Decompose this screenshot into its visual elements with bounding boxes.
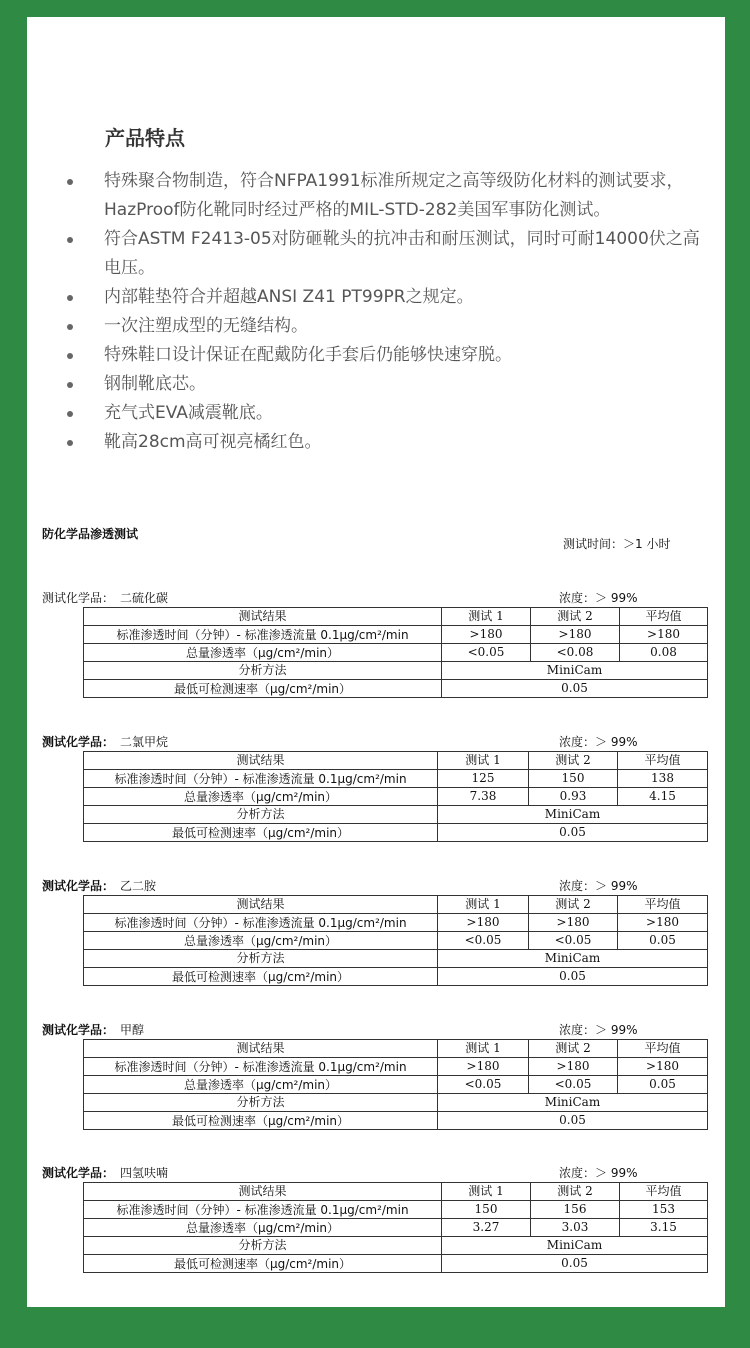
- table-row: [84, 896, 708, 914]
- table-row: [84, 1183, 708, 1201]
- method-value: MiniCam: [438, 1094, 708, 1112]
- chemical-label-prefix: 测试化学品：: [42, 735, 115, 749]
- avg-header: 平均值: [618, 752, 708, 770]
- table-row: [84, 608, 708, 626]
- test2-header: 测试 2: [529, 1040, 618, 1058]
- feature-text: 靴高28cm高可视亮橘红色。: [104, 432, 322, 452]
- test1-header: 测试 1: [442, 608, 531, 626]
- method-value: MiniCam: [438, 806, 708, 824]
- table-cell: >180: [618, 914, 708, 932]
- table-cell: 153: [620, 1201, 708, 1219]
- features-title: 产品特点: [105, 126, 185, 150]
- results-table: [83, 751, 708, 842]
- features-list: [67, 167, 707, 457]
- feature-item: [67, 428, 707, 457]
- table-row: [84, 1040, 708, 1058]
- test-time: 测试时间：＞1 小时: [563, 537, 671, 551]
- chemical-name: 二硫化碳: [120, 591, 169, 605]
- feature-text: 钢制靴底芯。: [104, 374, 206, 394]
- permeation-title: 防化学品渗透测试: [42, 527, 139, 541]
- test2-header: 测试 2: [529, 752, 618, 770]
- table-row: [84, 770, 708, 788]
- chemical-name: 甲醇: [120, 1023, 145, 1037]
- bullet-icon: [67, 411, 73, 417]
- table-cell: 0.05: [618, 932, 708, 950]
- table-cell: >180: [442, 626, 531, 644]
- bullet-icon: [67, 237, 73, 243]
- feature-item: [67, 312, 707, 341]
- bullet-icon: [67, 295, 73, 301]
- avg-header: 平均值: [618, 896, 708, 914]
- results-header: 测试结果: [84, 752, 438, 770]
- bullet-icon: [67, 440, 73, 446]
- table-cell: 3.15: [620, 1219, 708, 1237]
- bullet-icon: [67, 324, 73, 330]
- feature-text: 充气式EVA减震靴底。: [104, 403, 273, 423]
- test2-header: 测试 2: [531, 608, 620, 626]
- method-label: 分析方法: [84, 1094, 438, 1112]
- table-cell: 138: [618, 770, 708, 788]
- table-row: [84, 1076, 708, 1094]
- method-label: 分析方法: [84, 1237, 442, 1255]
- method-label: 分析方法: [84, 662, 442, 680]
- table-row: [84, 626, 708, 644]
- bullet-icon: [67, 353, 73, 359]
- chemical-block: [27, 589, 725, 719]
- feature-item: [67, 399, 707, 428]
- chemical-label: [42, 1164, 168, 1181]
- chemical-label-prefix: 测试化学品：: [42, 1023, 115, 1037]
- concentration: 浓度：＞ 99%: [559, 879, 638, 893]
- table-cell: <0.05: [438, 1076, 529, 1094]
- chemical-block: [27, 877, 725, 1007]
- total-rate-label: 总量渗透率（μg/cm²/min）: [84, 788, 438, 806]
- table-cell: 150: [529, 770, 618, 788]
- results-table: [83, 1039, 708, 1130]
- min-rate-value: 0.05: [442, 1255, 708, 1273]
- table-cell: 3.27: [442, 1219, 531, 1237]
- min-rate-value: 0.05: [442, 680, 708, 698]
- test1-header: 测试 1: [438, 1040, 529, 1058]
- table-row: [84, 752, 708, 770]
- bullet-icon: [67, 382, 73, 388]
- table-cell: >180: [529, 914, 618, 932]
- feature-item: [67, 283, 707, 312]
- table-row: [84, 1255, 708, 1273]
- breakthrough-label: 标准渗透时间（分钟）- 标准渗透流量 0.1μg/cm²/min: [84, 770, 438, 788]
- concentration: 浓度：＞ 99%: [559, 735, 638, 749]
- avg-header: 平均值: [618, 1040, 708, 1058]
- method-label: 分析方法: [84, 806, 438, 824]
- table-row: [84, 950, 708, 968]
- method-label: 分析方法: [84, 950, 438, 968]
- document-page: [27, 17, 725, 1307]
- table-cell: >180: [531, 626, 620, 644]
- test1-header: 测试 1: [438, 752, 529, 770]
- table-row: [84, 824, 708, 842]
- feature-text: 特殊鞋口设计保证在配戴防化手套后仍能够快速穿脱。: [104, 345, 512, 365]
- table-cell: <0.05: [529, 932, 618, 950]
- total-rate-label: 总量渗透率（μg/cm²/min）: [84, 644, 442, 662]
- table-row: [84, 644, 708, 662]
- min-rate-label: 最低可检测速率（μg/cm²/min）: [84, 824, 438, 842]
- table-cell: 125: [438, 770, 529, 788]
- feature-item: [67, 370, 707, 399]
- avg-header: 平均值: [620, 608, 708, 626]
- total-rate-label: 总量渗透率（μg/cm²/min）: [84, 932, 438, 950]
- total-rate-label: 总量渗透率（μg/cm²/min）: [84, 1219, 442, 1237]
- table-cell: 7.38: [438, 788, 529, 806]
- table-cell: >180: [620, 626, 708, 644]
- chemical-name: 二氯甲烷: [120, 735, 169, 749]
- table-row: [84, 1219, 708, 1237]
- chemical-name: 四氢呋喃: [120, 1166, 169, 1180]
- results-table: [83, 895, 708, 986]
- results-header: 测试结果: [84, 1183, 442, 1201]
- table-row: [84, 1112, 708, 1130]
- chemical-block: [27, 1021, 725, 1151]
- total-rate-label: 总量渗透率（μg/cm²/min）: [84, 1076, 438, 1094]
- table-cell: 0.05: [618, 1076, 708, 1094]
- table-row: [84, 968, 708, 986]
- table-cell: >180: [438, 1058, 529, 1076]
- chemical-label: [42, 589, 168, 606]
- breakthrough-label: 标准渗透时间（分钟）- 标准渗透流量 0.1μg/cm²/min: [84, 1201, 442, 1219]
- min-rate-label: 最低可检测速率（μg/cm²/min）: [84, 1255, 442, 1273]
- table-cell: 4.15: [618, 788, 708, 806]
- table-cell: 156: [531, 1201, 620, 1219]
- min-rate-label: 最低可检测速率（μg/cm²/min）: [84, 968, 438, 986]
- concentration: 浓度：＞ 99%: [559, 1023, 638, 1037]
- table-cell: >180: [618, 1058, 708, 1076]
- feature-text: 内部鞋垫符合并超越ANSI Z41 PT99PR之规定。: [104, 287, 474, 307]
- chemical-label-prefix: 测试化学品：: [42, 591, 115, 605]
- test2-header: 测试 2: [531, 1183, 620, 1201]
- table-cell: 0.93: [529, 788, 618, 806]
- chemical-label-prefix: 测试化学品：: [42, 879, 115, 893]
- min-rate-value: 0.05: [438, 1112, 708, 1130]
- table-cell: >180: [529, 1058, 618, 1076]
- table-cell: >180: [438, 914, 529, 932]
- chemical-label-prefix: 测试化学品：: [42, 1166, 115, 1180]
- min-rate-value: 0.05: [438, 968, 708, 986]
- table-row: [84, 680, 708, 698]
- test2-header: 测试 2: [529, 896, 618, 914]
- method-value: MiniCam: [442, 1237, 708, 1255]
- table-cell: <0.05: [442, 644, 531, 662]
- concentration: 浓度：＞ 99%: [559, 1166, 638, 1180]
- min-rate-label: 最低可检测速率（μg/cm²/min）: [84, 680, 442, 698]
- chemical-label: [42, 733, 168, 750]
- chemical-block: [27, 1164, 725, 1294]
- avg-header: 平均值: [620, 1183, 708, 1201]
- chemical-block: [27, 733, 725, 863]
- table-cell: <0.05: [438, 932, 529, 950]
- table-row: [84, 1201, 708, 1219]
- feature-item: [67, 167, 707, 225]
- chemical-label: [42, 1021, 144, 1038]
- table-cell: 3.03: [531, 1219, 620, 1237]
- results-table: [83, 1182, 708, 1273]
- table-row: [84, 914, 708, 932]
- method-value: MiniCam: [438, 950, 708, 968]
- table-cell: 0.08: [620, 644, 708, 662]
- table-row: [84, 788, 708, 806]
- results-table: [83, 607, 708, 698]
- test1-header: 测试 1: [438, 896, 529, 914]
- chemical-name: 乙二胺: [120, 879, 157, 893]
- feature-item: [67, 225, 707, 283]
- breakthrough-label: 标准渗透时间（分钟）- 标准渗透流量 0.1μg/cm²/min: [84, 626, 442, 644]
- table-row: [84, 1237, 708, 1255]
- min-rate-label: 最低可检测速率（μg/cm²/min）: [84, 1112, 438, 1130]
- results-header: 测试结果: [84, 896, 438, 914]
- table-cell: 150: [442, 1201, 531, 1219]
- breakthrough-label: 标准渗透时间（分钟）- 标准渗透流量 0.1μg/cm²/min: [84, 914, 438, 932]
- feature-item: [67, 341, 707, 370]
- table-row: [84, 662, 708, 680]
- breakthrough-label: 标准渗透时间（分钟）- 标准渗透流量 0.1μg/cm²/min: [84, 1058, 438, 1076]
- results-header: 测试结果: [84, 608, 442, 626]
- results-header: 测试结果: [84, 1040, 438, 1058]
- method-value: MiniCam: [442, 662, 708, 680]
- bullet-icon: [67, 179, 73, 185]
- table-row: [84, 1058, 708, 1076]
- table-cell: <0.08: [531, 644, 620, 662]
- table-row: [84, 932, 708, 950]
- chemical-label: [42, 877, 156, 894]
- feature-text: 符合ASTM F2413-05对防砸靴头的抗冲击和耐压测试，同时可耐14000伏之高电压。: [104, 229, 700, 278]
- table-cell: <0.05: [529, 1076, 618, 1094]
- feature-text: 一次注塑成型的无缝结构。: [104, 316, 308, 336]
- table-row: [84, 806, 708, 824]
- concentration: 浓度：＞ 99%: [559, 591, 638, 605]
- feature-text: 特殊聚合物制造，符合NFPA1991标准所规定之高等级防化材料的测试要求，HazProof防化靴同时经过严格的MIL-STD-282美国军事防化测试。: [104, 171, 684, 220]
- table-row: [84, 1094, 708, 1112]
- test1-header: 测试 1: [442, 1183, 531, 1201]
- min-rate-value: 0.05: [438, 824, 708, 842]
